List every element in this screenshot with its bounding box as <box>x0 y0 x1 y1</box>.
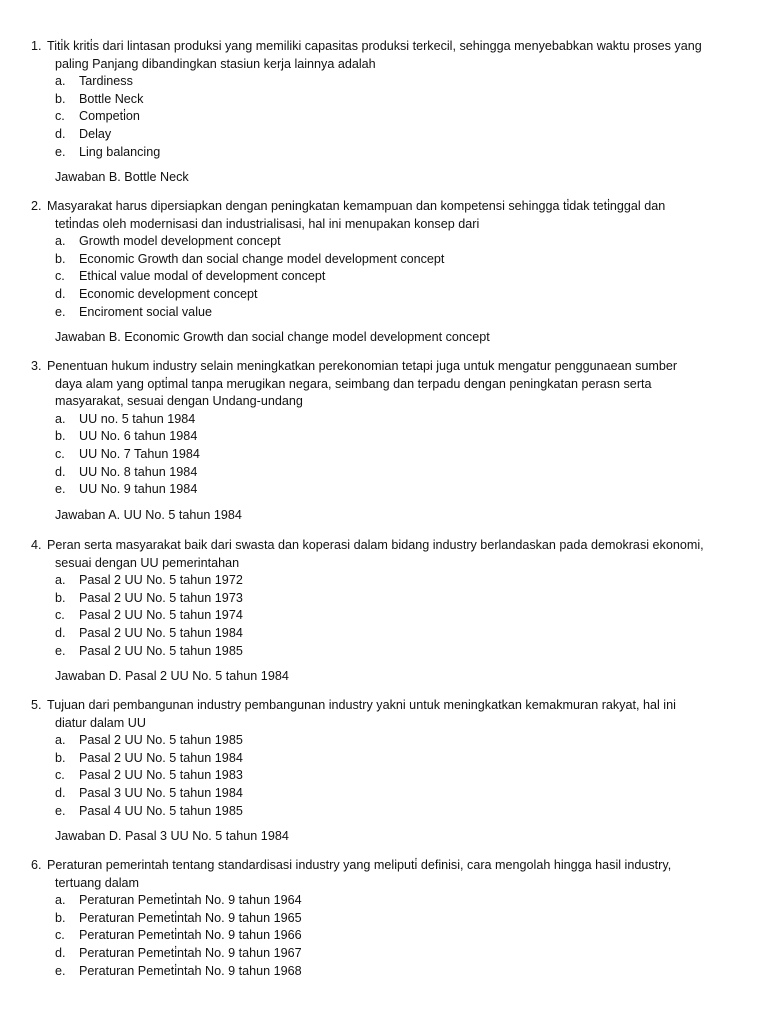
question-text-line: 5. Tujuan dari pembangunan industry pembangunan industry yakni untuk meningkatkan kemakmuran rakyat, hal ini <box>31 697 731 715</box>
option-b: b. Pasal 2 UU No. 5 tahun 1973 <box>55 590 243 605</box>
answer-text: Jawaban B. Economic Growth dan social change model development concept <box>55 330 490 345</box>
question-3 <box>31 358 731 524</box>
question-5 <box>31 697 731 846</box>
answer-text: Jawaban B. Bottle Neck <box>55 170 189 185</box>
question-text-line: sesuai dengan UU pemerintahan <box>55 555 240 570</box>
option-a: a. Pasal 2 UU No. 5 tahun 1972 <box>55 573 243 588</box>
option-b: b. Economic Growth dan social change model development concept <box>55 251 445 266</box>
question-text-line: paling Panjang dibandingkan stasiun kerja lainnya adalah <box>55 56 376 71</box>
option-d: d. Economic development concept <box>55 286 258 301</box>
option-d: d. Delay <box>55 126 112 141</box>
option-e: e. Pasal 4 UU No. 5 tahun 1985 <box>55 803 243 818</box>
option-c: c. Ethical value modal of development concept <box>55 269 326 284</box>
answer-text: Jawaban D. Pasal 2 UU No. 5 tahun 1984 <box>55 669 289 684</box>
question-number: 6. <box>31 858 42 872</box>
option-c: c. Pasal 2 UU No. 5 tahun 1983 <box>55 768 243 783</box>
option-b: b. Peraturan Pemeti̇ntah No. 9 tahun 1965 <box>55 910 302 925</box>
option-c: c. Peraturan Pemeti̇ntah No. 9 tahun 1966 <box>55 928 302 943</box>
option-e: e. Peraturan Pemeti̇ntah No. 9 tahun 1968 <box>55 963 302 978</box>
question-number: 3. <box>31 359 42 373</box>
question-text-line: 4. Peran serta masyarakat baik dari swasta dan koperasi dalam bidang industry berlandaskan pada demokrasi ekonomi, <box>31 537 731 555</box>
option-a: a. Pasal 2 UU No. 5 tahun 1985 <box>55 733 243 748</box>
question-1 <box>31 38 731 187</box>
question-text-line: 1. Titi̇k kriti̇s dari lintasan produksi yang memiliki capasitas produksi terkecil, sehingga menyebabkan waktu proses yang <box>31 38 731 56</box>
question-text-line: 2. Masyarakat harus dipersiapkan dengan peningkatan kemampuan dan kompetensi sehingga ti̇dak teti̇nggal dan <box>31 198 731 216</box>
question-text-line: daya alam yang opti̇mal tanpa merugikan negara, seimbang dan terpadu dengan peningkatan perasn serta <box>55 376 652 391</box>
option-b: b. UU No. 6 tahun 1984 <box>55 429 198 444</box>
option-d: d. Pasal 3 UU No. 5 tahun 1984 <box>55 785 243 800</box>
option-e: e. UU No. 9 tahun 1984 <box>55 482 198 497</box>
question-number: 2. <box>31 199 42 213</box>
question-number: 1. <box>31 39 42 53</box>
question-4 <box>31 537 731 686</box>
question-text-line: masyarakat, sesuai dengan Undang-undang <box>55 394 303 409</box>
option-list <box>31 732 731 820</box>
question-6 <box>31 857 731 980</box>
option-e: e. Enciroment social value <box>55 304 212 319</box>
option-list <box>31 73 731 161</box>
answer-text: Jawaban D. Pasal 3 UU No. 5 tahun 1984 <box>55 829 289 844</box>
option-c: c. UU No. 7 Tahun 1984 <box>55 446 200 461</box>
question-text-line: tertuang dalam <box>55 875 140 890</box>
question-text-line: 3. Penentuan hukum industry selain meningkatkan perekonomian tetapi juga untuk mengatur penggunaean sumber <box>31 358 731 376</box>
option-e: e. Pasal 2 UU No. 5 tahun 1985 <box>55 643 243 658</box>
option-d: d. UU No. 8 tahun 1984 <box>55 464 198 479</box>
question-2 <box>31 198 731 347</box>
question-number: 4. <box>31 538 42 552</box>
option-c: c. Competi̇on <box>55 109 140 124</box>
option-c: c. Pasal 2 UU No. 5 tahun 1974 <box>55 608 243 623</box>
option-list <box>31 233 731 321</box>
option-list <box>31 892 731 980</box>
option-e: e. Ling balancing <box>55 144 161 159</box>
option-a: a. Peraturan Pemeti̇ntah No. 9 tahun 1964 <box>55 893 302 908</box>
question-number: 5. <box>31 698 42 712</box>
option-d: d. Peraturan Pemeti̇ntah No. 9 tahun 1967 <box>55 945 302 960</box>
option-b: b. Bottle Neck <box>55 91 144 106</box>
option-a: a. UU no. 5 tahun 1984 <box>55 411 196 426</box>
answer-text: Jawaban A. UU No. 5 tahun 1984 <box>55 507 242 522</box>
option-d: d. Pasal 2 UU No. 5 tahun 1984 <box>55 625 243 640</box>
question-text-line: diatur dalam UU <box>55 715 146 730</box>
question-text-line: teti̇ndas oleh modernisasi dan industrialisasi, hal ini menupakan konsep dari <box>55 216 480 231</box>
option-list <box>31 572 731 660</box>
option-a: a. Growth model development concept <box>55 234 281 249</box>
option-a: a. Tardiness <box>55 74 133 89</box>
option-list <box>31 411 731 499</box>
question-text-line: 6. Peraturan pemerintah tentang standardisasi industry yang meliputi̇ definisi, cara mengolah hingga hasil industry, <box>31 857 731 875</box>
option-b: b. Pasal 2 UU No. 5 tahun 1984 <box>55 750 243 765</box>
